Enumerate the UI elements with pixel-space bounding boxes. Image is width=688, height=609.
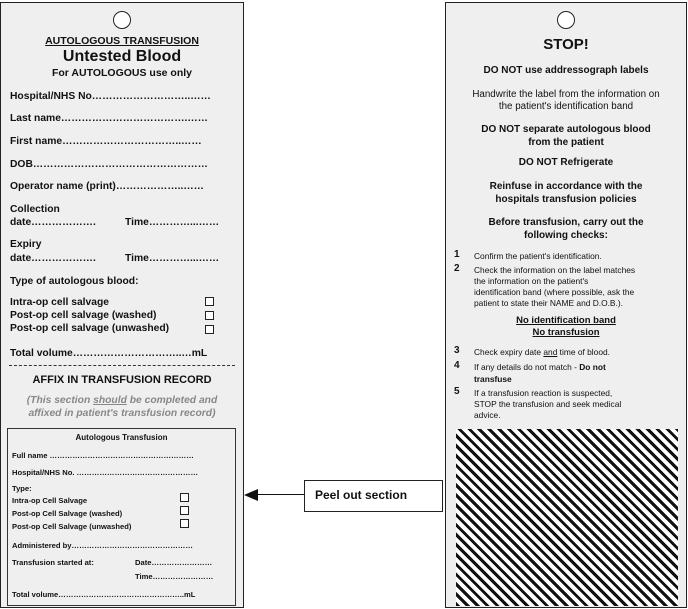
- collection-time-field[interactable]: Time…………...……: [125, 217, 220, 228]
- first-name-field[interactable]: First name……………………………..……: [10, 136, 202, 147]
- no-band-warning-1: No identification band: [516, 315, 616, 326]
- check-number-5: 5: [454, 386, 460, 397]
- warning-addressograph: DO NOT use addressograph labels: [483, 65, 649, 76]
- check-2-line4: patient to state their NAME and D.O.B.).: [474, 298, 623, 308]
- arrow-left-icon: [244, 489, 258, 501]
- check-4-line1: If any details do not match - Do not: [474, 362, 606, 372]
- operator-field[interactable]: Operator name (print)………………..……: [10, 181, 204, 192]
- instruction-reinfuse-1: Reinfuse in accordance with the: [489, 181, 643, 192]
- peel-time-field[interactable]: Time……………………: [135, 572, 214, 581]
- check-number-2: 2: [454, 263, 460, 274]
- check-4-line2: transfuse: [474, 374, 512, 384]
- affix-note-line1: (This section should be completed and: [26, 395, 218, 406]
- affix-heading: AFFIX IN TRANSFUSION RECORD: [32, 374, 212, 386]
- instruction-reinfuse-2: hospitals transfusion policies: [495, 194, 637, 205]
- check-number-4: 4: [454, 360, 460, 371]
- total-volume-field[interactable]: Total volume…………………………..…mL: [10, 348, 208, 359]
- peel-out-callout: Peel out section: [304, 480, 443, 512]
- check-5-line2: STOP the transfusion and seek medical: [474, 399, 622, 409]
- check-1-text: Confirm the patient's identification.: [474, 251, 602, 261]
- peel-checkbox-post-op-unwashed[interactable]: [180, 519, 189, 528]
- blood-type-label: Type of autologous blood:: [10, 276, 139, 287]
- warning-refrigerate: DO NOT Refrigerate: [518, 157, 614, 168]
- peel-total-volume-field[interactable]: Total volume…………………………………………..mL: [12, 590, 196, 599]
- autologous-tag-back: [445, 2, 687, 608]
- tag-subtitle: For AUTOLOGOUS use only: [51, 67, 192, 79]
- warning-separate-1: DO NOT separate autologous blood: [481, 124, 651, 135]
- peel-option-intra-op: Intra-op Cell Salvage: [12, 496, 88, 505]
- tag-punch-hole: [113, 11, 131, 29]
- collection-date-field[interactable]: date……………….: [10, 217, 96, 228]
- peel-started-label: Transfusion started at:: [12, 558, 94, 567]
- tag-punch-hole: [557, 11, 575, 29]
- option-intra-op: Intra-op cell salvage: [10, 297, 110, 308]
- checkbox-post-op-unwashed[interactable]: [205, 325, 214, 334]
- check-2-line3: identification band (where possible, ask the: [474, 287, 635, 297]
- hospital-field[interactable]: Hospital/NHS No………………………..……: [10, 91, 211, 102]
- peel-option-post-op-washed: Post-op Cell Salvage (washed): [12, 509, 123, 518]
- peel-title: Autologous Transfusion: [75, 433, 168, 442]
- option-post-op-unwashed: Post-op cell salvage (unwashed): [10, 323, 170, 334]
- instruction-handwrite-1: Handwrite the label from the information on: [472, 89, 660, 100]
- check-number-3: 3: [454, 345, 460, 356]
- check-2-line1: Check the information on the label matches: [474, 265, 636, 275]
- peel-out-section[interactable]: [7, 428, 236, 606]
- peel-hospital-field[interactable]: Hospital/NHS No. …………………………………………: [12, 468, 199, 477]
- hatched-label-area: [456, 429, 678, 606]
- check-5-line1: If a transfusion reaction is suspected,: [474, 388, 613, 398]
- peel-administered-field[interactable]: Administered by…………………………………………: [12, 541, 193, 550]
- expiry-time-field[interactable]: Time…………...……: [125, 253, 220, 264]
- collection-label: Collection: [10, 204, 60, 215]
- dashed-separator: [9, 365, 235, 366]
- checks-heading-2: following checks:: [524, 230, 608, 241]
- checkbox-post-op-washed[interactable]: [205, 311, 214, 320]
- check-5-line3: advice.: [474, 410, 501, 420]
- dob-field[interactable]: DOB……………………………………………: [10, 159, 208, 170]
- peel-full-name-field[interactable]: Full name …………………………………………………: [12, 451, 194, 460]
- autologous-tag-front: [0, 2, 244, 608]
- affix-note-line2: affixed in patient's transfusion record): [28, 408, 216, 419]
- instruction-handwrite-2: the patient's identification band: [498, 101, 634, 112]
- expiry-label: Expiry: [10, 239, 42, 250]
- peel-type-label: Type:: [12, 484, 32, 493]
- check-3-text: Check expiry date and time of blood.: [474, 347, 610, 357]
- check-number-1: 1: [454, 249, 460, 260]
- peel-date-field[interactable]: Date……………………: [135, 558, 213, 567]
- tag-title: Untested Blood: [62, 48, 182, 65]
- warning-separate-2: from the patient: [528, 137, 604, 148]
- peel-option-post-op-unwashed: Post-op Cell Salvage (unwashed): [12, 522, 132, 531]
- arrow-line: [258, 494, 304, 495]
- expiry-date-field[interactable]: date……………….: [10, 253, 96, 264]
- peel-checkbox-intra-op[interactable]: [180, 493, 189, 502]
- last-name-field[interactable]: Last name……………………………….……: [10, 113, 208, 124]
- stop-heading: STOP!: [543, 36, 589, 53]
- option-post-op-washed: Post-op cell salvage (washed): [10, 310, 157, 321]
- check-2-line2: the information on the patient's: [474, 276, 589, 286]
- no-band-warning-2: No transfusion: [532, 327, 600, 338]
- tag-heading: AUTOLOGOUS TRANSFUSION: [45, 35, 199, 47]
- checks-heading-1: Before transfusion, carry out the: [488, 217, 644, 228]
- checkbox-intra-op[interactable]: [205, 297, 214, 306]
- peel-checkbox-post-op-washed[interactable]: [180, 506, 189, 515]
